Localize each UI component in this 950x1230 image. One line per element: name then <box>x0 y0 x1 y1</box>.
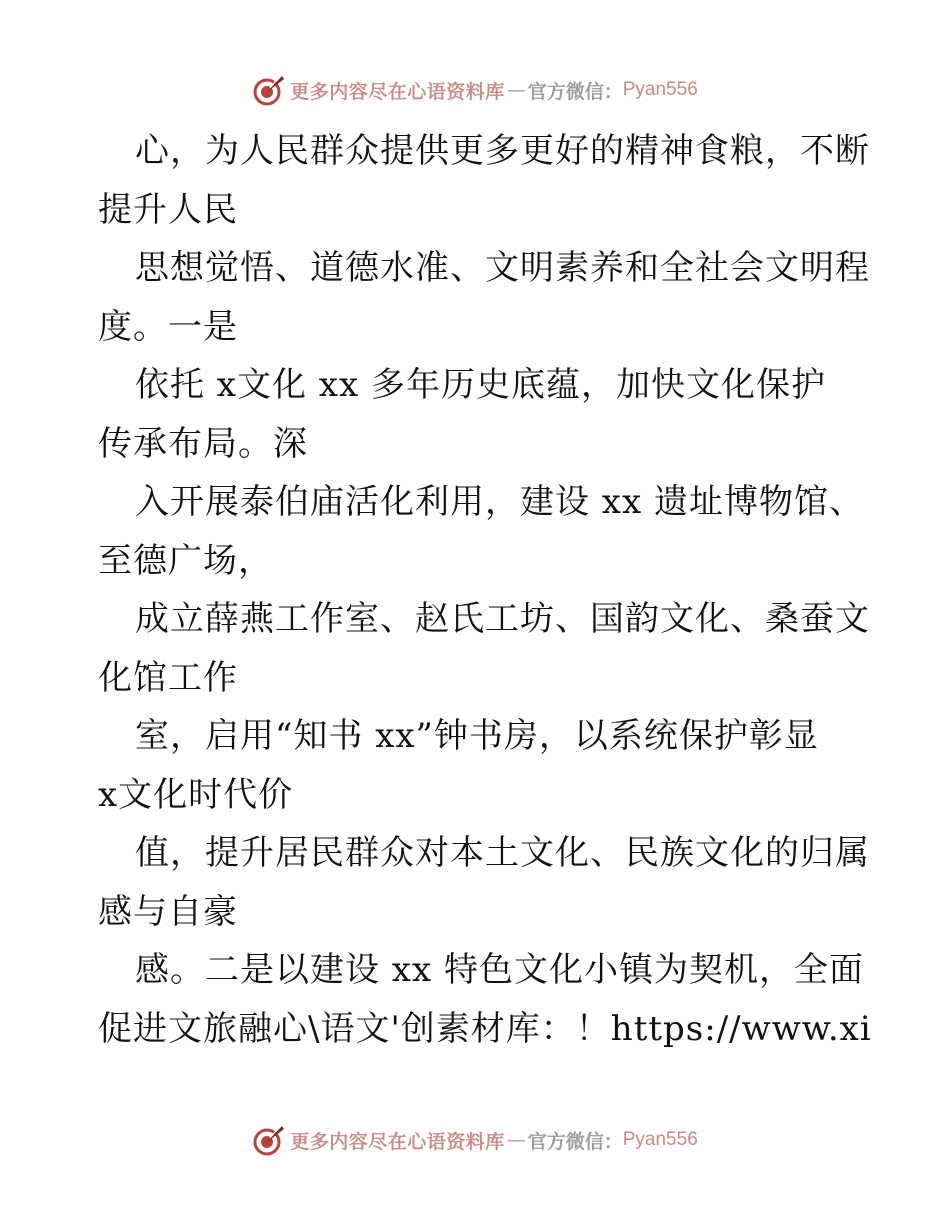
body-line: 至德广场， <box>98 540 273 581</box>
body-line: 化馆工作 <box>98 657 238 698</box>
body-line: 思想觉悟、道德水准、文明素养和全社会文明程 <box>135 248 870 288</box>
body-line: 传承布局。深 <box>98 423 308 464</box>
footer-brand-text: 更多内容尽在心语资料库 <box>290 1130 505 1153</box>
quill-logo-icon <box>252 1123 286 1157</box>
body-line: 度。一是 <box>98 306 238 347</box>
header-banner <box>0 70 950 110</box>
body-line: 提升人民 <box>98 189 238 230</box>
body-line: 依托 x文化 xx 多年历史底蕴，加快文化保护 <box>135 365 826 405</box>
body-line: 心，为人民群众提供更多更好的精神食粮，不断 <box>135 131 870 171</box>
body-line: 室，启用“知书 xx”钟书房，以系统保护彰显 <box>135 716 819 756</box>
body-line: 感与自豪 <box>98 891 238 932</box>
footer-dash: — <box>506 1129 526 1151</box>
body-line-with-link[interactable]: 促进文旅融心\语文'创素材库：！https://www.xi <box>98 1008 872 1049</box>
body-line: 成立薛燕工作室、赵氏工坊、国韵文化、桑蚕文 <box>135 599 870 639</box>
footer-wechat-id: Pyan556 <box>622 1129 698 1150</box>
footer-wechat-label: 官方微信： <box>527 1130 623 1153</box>
header-wechat-id: Pyan556 <box>622 79 698 100</box>
body-line: 入开展泰伯庙活化利用，建设 xx 遗址博物馆、 <box>135 482 864 522</box>
header-wechat-label: 官方微信： <box>527 80 623 103</box>
body-text <box>98 122 872 1058</box>
body-line: 值，提升居民群众对本土文化、民族文化的归属 <box>135 833 870 873</box>
body-line: x文化时代价 <box>98 774 294 815</box>
header-dash: — <box>506 79 526 101</box>
body-line: 感。二是以建设 xx 特色文化小镇为契机，全面 <box>135 950 864 990</box>
header-brand-text: 更多内容尽在心语资料库 <box>290 80 505 103</box>
footer-banner <box>0 1120 950 1160</box>
quill-logo-icon <box>252 73 286 107</box>
